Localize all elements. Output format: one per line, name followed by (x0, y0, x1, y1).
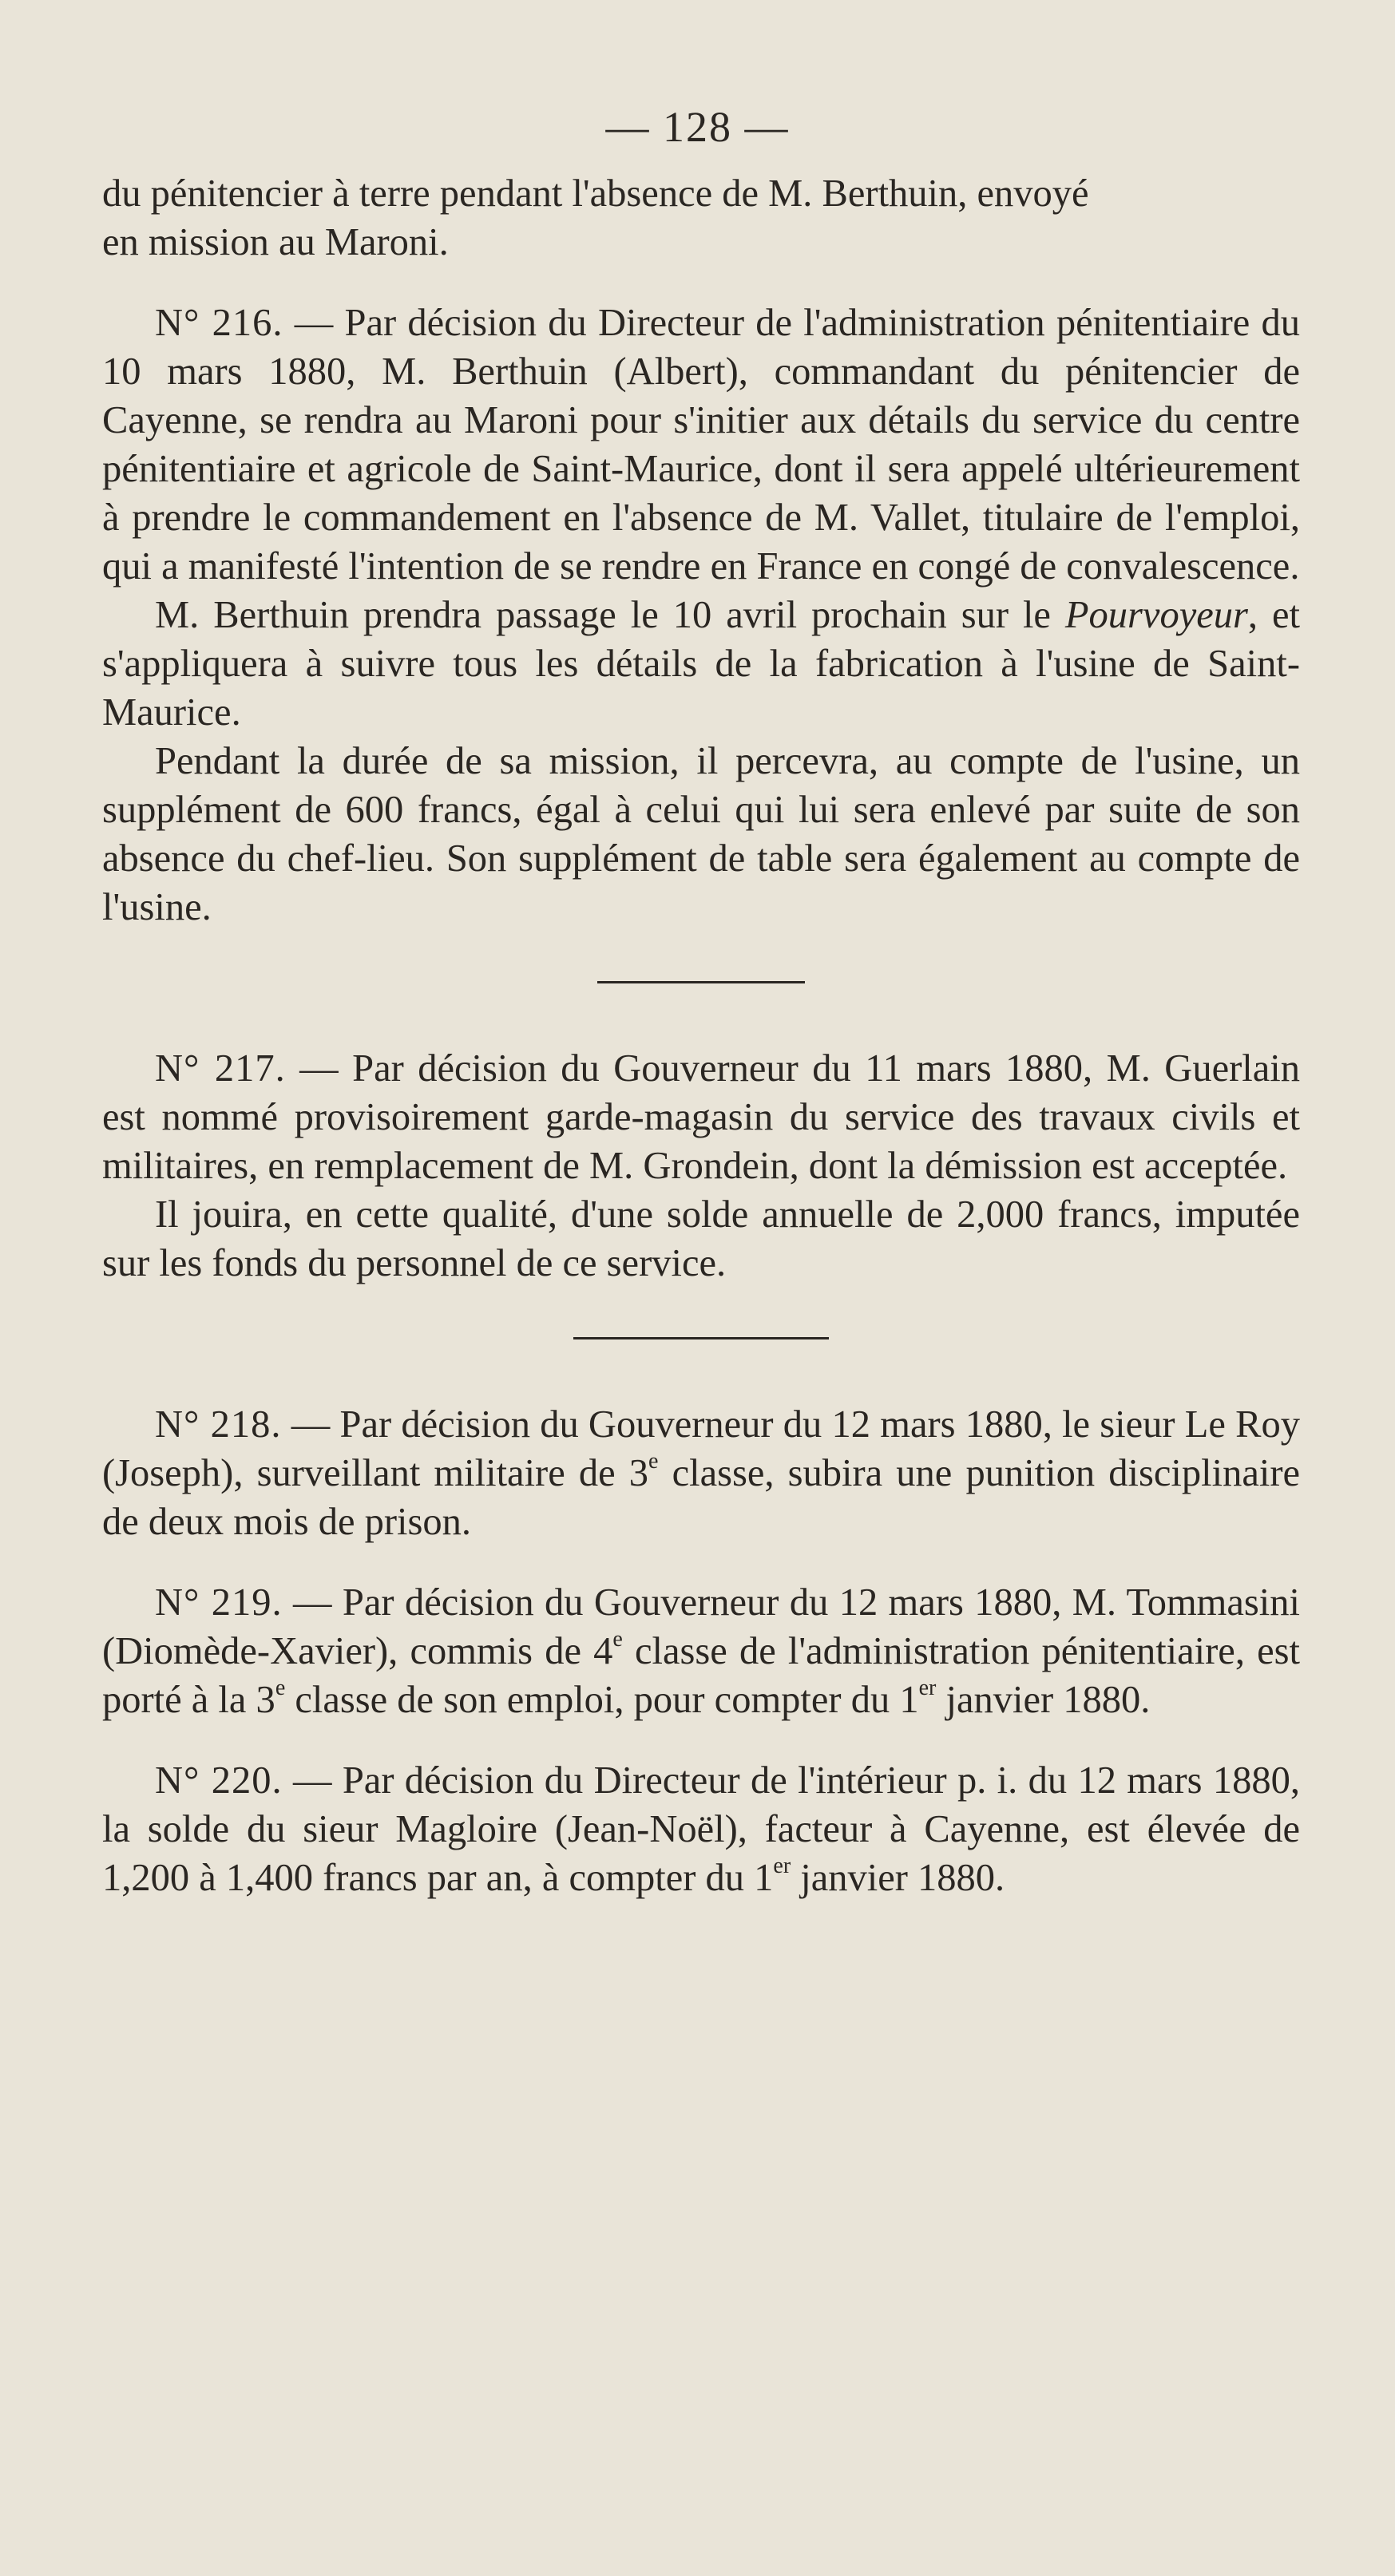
superscript: er (918, 1676, 937, 1700)
section-divider (597, 981, 805, 983)
decision-text-end: classe, subira une punition disciplinaire de deux mois de prison. (102, 1452, 1300, 1543)
decision-text: — Par décision du Directeur de l'administration pénitentiaire du 10 mars 1880, M. Berthuin (Albert), commandant du pénitencier de Cayenne, se rendra au Maroni pour s'initier aux détails du service du centre pénitentiaire et agricole de Saint-Maurice, dont il sera appelé ultérieurement à prendre le commandement en l'absence de M. Vallet, titulaire de l'emploi, qui a manifesté l'intention de se rendre en France en congé de convalescence. (102, 302, 1301, 588)
intro-paragraph (102, 169, 1300, 267)
decision-216-compensation (102, 737, 1300, 932)
decision-text: — Par décision du Gouverneur du 12 mars 1880, le sieur Le Roy (Joseph), surveillant militaire de 3 (102, 1403, 1301, 1494)
superscript: er (773, 1854, 791, 1878)
decision-217-salary (102, 1190, 1300, 1288)
decision-number: N° 217. (155, 1047, 286, 1090)
decision-text-end: janvier 1880. (791, 1857, 1005, 1899)
salary-text: Il jouira, en cette qualité, d'une solde annuelle de 2,000 francs, imputée sur les fonds du personnel de ce service. (102, 1193, 1300, 1284)
page-number: — 128 — (605, 103, 790, 151)
decision-text: — Par décision du Gouverneur du 11 mars 1880, M. Guerlain est nommé provisoirement garde-magasin du service des travaux civils et militaires, en remplacement de M. Grondein, dont la démission est acceptée. (102, 1047, 1300, 1187)
passage-text: M. Berthuin prendra passage le 10 avril prochain sur le (155, 594, 1065, 636)
decision-220-paragraph (102, 1756, 1300, 1902)
decision-216-paragraph (102, 299, 1300, 591)
decision-number: N° 219. (155, 1581, 283, 1624)
decision-text-end: janvier 1880. (936, 1679, 1151, 1721)
superscript: e (275, 1676, 286, 1700)
decision-text: — Par décision du Directeur de l'intérieur p. i. du 12 mars 1880, la solde du sieur Magloire (Jean-Noël), facteur à Cayenne, est élevée de 1,200 à 1,400 francs par an, à compter du 1 (102, 1759, 1301, 1899)
superscript: e (612, 1627, 623, 1652)
decision-218-paragraph (102, 1400, 1300, 1546)
intro-line: en mission au Maroni. (102, 221, 449, 263)
decision-text: classe de l'administration pénitentiaire, est porté à la 3 (102, 1630, 1300, 1721)
decision-number: N° 218. (155, 1403, 282, 1446)
passage-text-end: , et s'appliquera à suivre tous les détails de la fabrication à l'usine de Saint-Maurice. (102, 594, 1300, 734)
page-body (102, 169, 1300, 1902)
decision-text: — Par décision du Gouverneur du 12 mars 1880, M. Tommasini (Diomède-Xavier), commis de 4 (102, 1581, 1300, 1672)
compensation-text: Pendant la durée de sa mission, il percevra, au compte de l'usine, un supplément de 600 francs, égal à celui qui lui sera enlevé par suite de son absence du chef-lieu. Son supplément de table sera également au compte de l'usine. (102, 740, 1300, 928)
decision-216-passage (102, 591, 1300, 737)
decision-217-paragraph (102, 1044, 1300, 1190)
ship-name: Pourvoyeur (1064, 594, 1248, 636)
decision-number: N° 216. (155, 302, 283, 344)
section-divider (573, 1337, 829, 1339)
superscript: e (648, 1449, 659, 1474)
decision-text: classe de son emploi, pour compter du 1 (285, 1679, 919, 1721)
decision-number: N° 220. (155, 1759, 283, 1802)
intro-line: du pénitencier à terre pendant l'absence de M. Berthuin, envoyé (102, 172, 1089, 215)
decision-219-paragraph (102, 1578, 1300, 1724)
